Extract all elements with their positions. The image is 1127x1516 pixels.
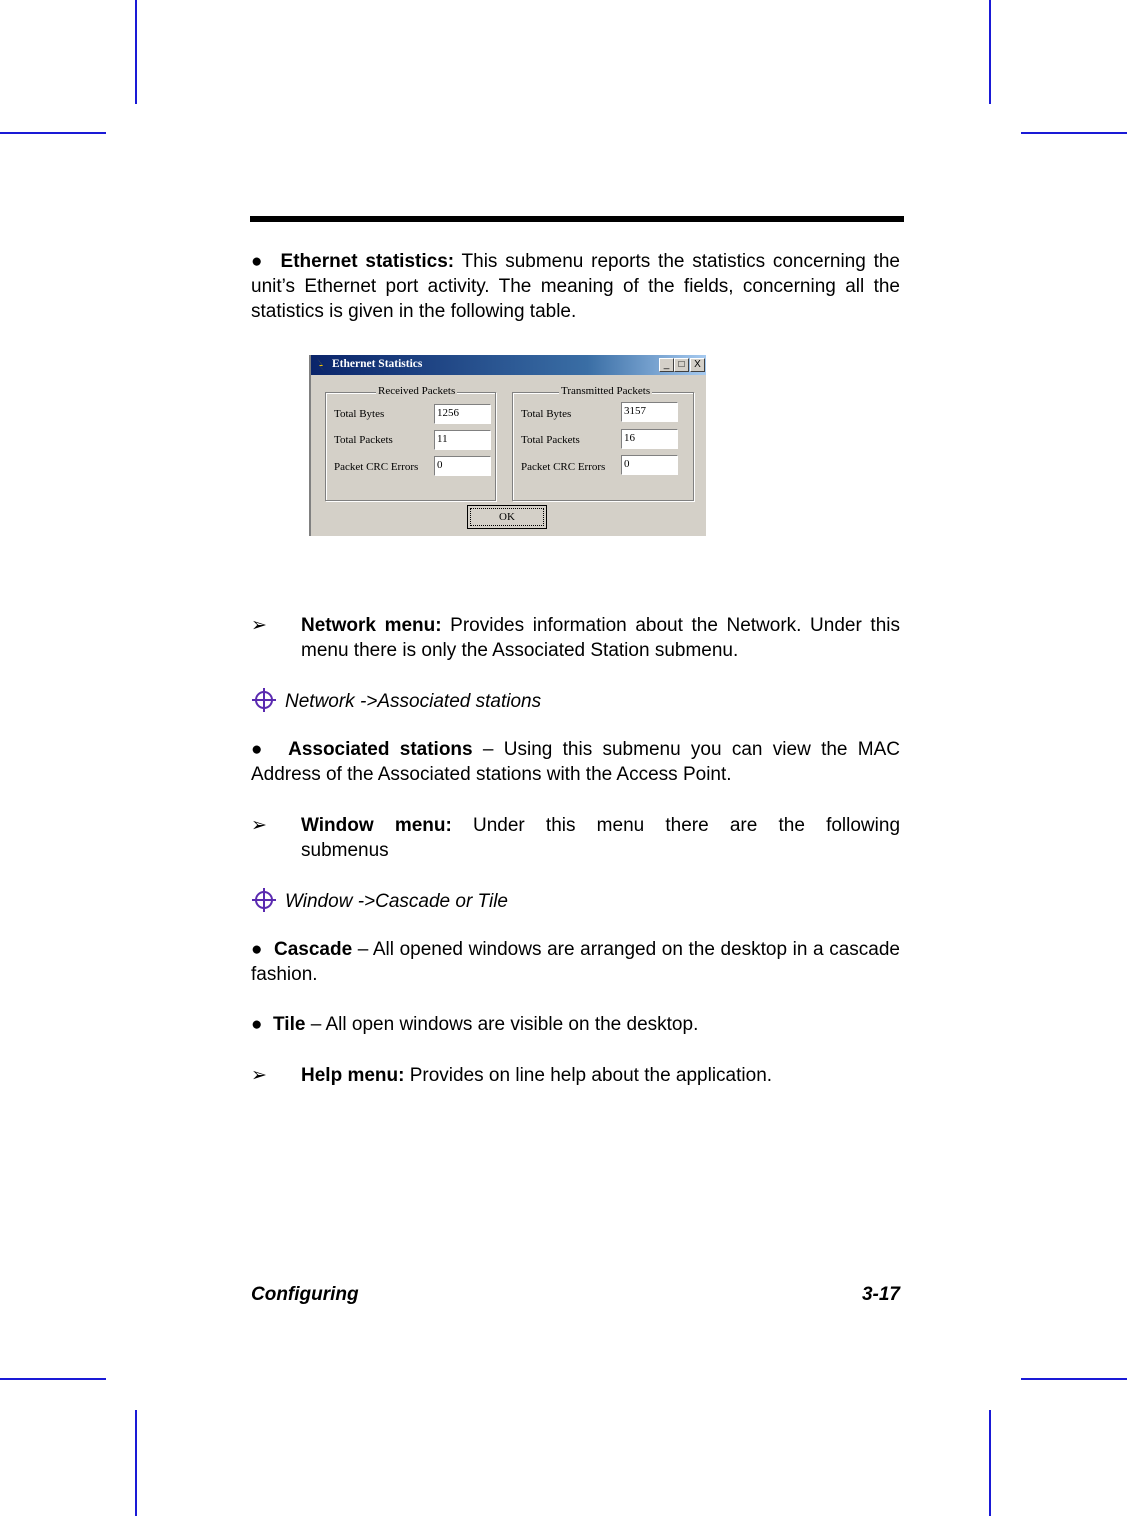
received-crc-errors-field[interactable]: 0 [434, 456, 491, 476]
tile-paragraph [251, 1012, 900, 1037]
received-packets-group [325, 385, 496, 501]
crop-mark [989, 1410, 991, 1516]
ethernet-statistics-paragraph [251, 249, 900, 324]
crop-mark [135, 1410, 137, 1516]
network-menu-text: Provides information about the Network. Under this menu there is only the Associated Station submenu. [301, 615, 900, 661]
tile-text: – All open windows are visible on the desktop. [305, 1014, 699, 1035]
transmitted-total-packets-label: Total Packets [521, 434, 580, 446]
associated-stations-title: Associated stations [288, 739, 473, 760]
received-crc-errors-label: Packet CRC Errors [334, 461, 419, 473]
transmitted-packets-group [512, 385, 694, 501]
arrow-bullet: ➢ [251, 615, 267, 636]
arrow-bullet: ➢ [251, 1065, 267, 1086]
maximize-button[interactable]: □ [674, 358, 689, 372]
cascade-title: Cascade [274, 939, 353, 960]
network-menu-title: Network menu: [301, 615, 442, 636]
crop-mark [1021, 1378, 1127, 1380]
crop-mark [989, 0, 991, 104]
dialog-title-bar[interactable] [311, 355, 706, 375]
app-logo-icon [315, 358, 327, 372]
header-rule [250, 216, 904, 222]
network-nav-text: Network ->Associated stations [285, 691, 542, 712]
window-nav-line [251, 887, 508, 914]
associated-stations-text: – Using this submenu you can view the MAC Address of the Associated stations with the Access Point. [251, 739, 901, 785]
help-menu-title: Help menu: [301, 1065, 405, 1086]
tile-title: Tile [273, 1014, 306, 1035]
received-total-bytes-field[interactable]: 1256 [434, 404, 491, 424]
bullet: ● [251, 1014, 263, 1035]
crosshair-icon [251, 887, 277, 913]
footer-page-number: 3-17 [861, 1284, 900, 1305]
footer-chapter: Configuring [251, 1284, 359, 1305]
minimize-button[interactable]: _ [659, 358, 674, 372]
transmitted-packets-legend: Transmitted Packets [561, 385, 651, 397]
window-nav-text: Window ->Cascade or Tile [285, 891, 508, 912]
window-menu-paragraph [301, 813, 906, 863]
cascade-paragraph [251, 937, 900, 987]
network-menu-paragraph [301, 613, 900, 663]
crop-mark [0, 1378, 106, 1380]
received-total-packets-label: Total Packets [334, 434, 393, 446]
close-button[interactable]: X [690, 358, 705, 372]
transmitted-crc-errors-field[interactable]: 0 [621, 455, 678, 475]
crosshair-icon [251, 687, 277, 713]
crop-mark [0, 132, 106, 134]
ethernet-statistics-text: This submenu reports the statistics concerning the unit’s Ethernet port activity. The meaning of the fields, concerning all the statistics is given in the following table. [251, 251, 901, 322]
cascade-text: – All opened windows are arranged on the desktop in a cascade fashion. [251, 939, 900, 985]
bullet: ● [251, 739, 268, 760]
crop-mark [135, 0, 137, 104]
bullet: ● [251, 939, 263, 960]
ok-button-label: OK [470, 508, 544, 526]
ethernet-statistics-dialog [309, 355, 706, 536]
received-total-packets-field[interactable]: 11 [434, 430, 491, 450]
transmitted-total-packets-field[interactable]: 16 [621, 429, 678, 449]
crop-mark [1021, 132, 1127, 134]
arrow-bullet: ➢ [251, 815, 267, 836]
ok-button[interactable] [467, 505, 547, 529]
window-menu-text: Under this menu there are the following submenus [301, 815, 906, 861]
transmitted-total-bytes-label: Total Bytes [521, 408, 572, 420]
help-menu-paragraph [301, 1063, 900, 1088]
dialog-title: Ethernet Statistics [332, 358, 423, 370]
transmitted-crc-errors-label: Packet CRC Errors [521, 461, 606, 473]
associated-stations-paragraph [251, 737, 900, 787]
window-menu-title: Window menu: [301, 815, 452, 836]
received-packets-legend: Received Packets [378, 385, 456, 397]
network-nav-line [251, 687, 541, 714]
received-total-bytes-label: Total Bytes [334, 408, 385, 420]
ethernet-statistics-title: Ethernet statistics: [280, 251, 455, 272]
help-menu-text: Provides on line help about the application. [404, 1065, 773, 1086]
bullet: ● [251, 251, 265, 272]
transmitted-total-bytes-field[interactable]: 3157 [621, 402, 678, 422]
